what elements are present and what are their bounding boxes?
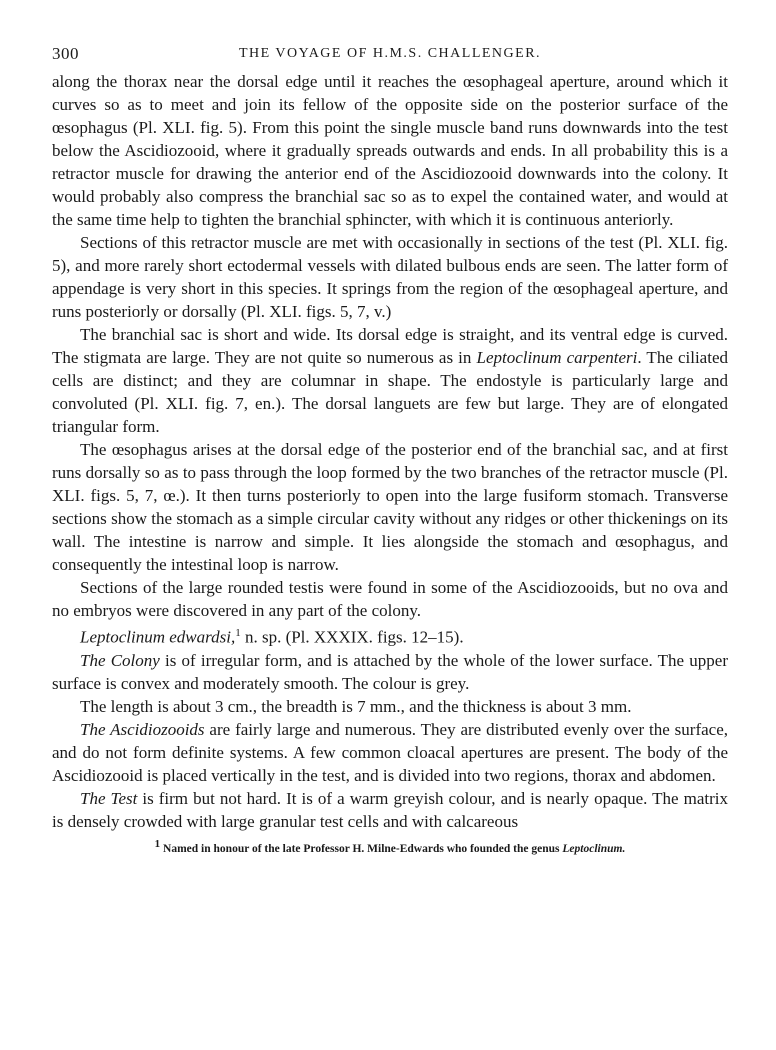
colony-label: The Colony	[80, 650, 160, 670]
footnote-text: Named in honour of the late Professor H. Milne-Edwards who founded the genus	[160, 842, 563, 855]
ascidiozooids-paragraph	[52, 718, 728, 787]
paragraph-3: The branchial sac is short and wide. Its dorsal edge is straight, and its ventral edge is curved. The stigmata are large. They are not quite so numerous as in Leptoclinum carpenteri. The ciliated cells are distinct; and they are columnar in shape. The endostyle is particularly large and convoluted (Pl. XLI. fig. 7, en.). The dorsal languets are few but large. They are of elongated triangular form.	[52, 325, 728, 436]
page-header	[52, 40, 728, 70]
footnote	[52, 837, 728, 857]
page	[52, 40, 728, 856]
species-reference: Leptoclinum carpenteri	[476, 348, 638, 367]
test-paragraph	[52, 787, 728, 833]
paragraph-4: The œsophagus arises at the dorsal edge of the posterior end of the branchial sac, and at first runs dorsally so as to pass through the loop formed by the two branches of the retractor muscle (Pl. XLI. figs. 5, 7, œ.). It then turns posteriorly to open into the large fusiform stomach. Transverse sections show the stomach as a simple circular cavity without any ridges or other thickenings on its wall. The intestine is narrow and simple. It lies alongside the stomach and œsophagus, and consequently the intestinal loop is narrow.	[52, 440, 728, 574]
species-heading	[52, 622, 728, 649]
paragraph-2: Sections of this retractor muscle are met with occasionally in sections of the test (Pl. XLI. fig. 5), and more rarely short ectodermal vessels with dilated bulbous ends are seen. The latter form of appendage is very short in this species. It springs from the region of the œsophageal aperture, and runs posteriorly or dorsally (Pl. XLI. figs. 5, 7, v.)	[52, 233, 728, 321]
test-text: is firm but not hard. It is of a warm greyish colour, and is nearly opaque. The matrix is densely crowded with large granular test cells and with calcareous	[52, 788, 729, 831]
ascidiozooids-text: are fairly large and numerous. They are distributed evenly over the surface, and do not form definite systems. A few common cloacal apertures are present. The body of the Ascidiozooid is placed vertically in the test, and is divided into two regions, thorax and abdomen.	[52, 719, 728, 785]
paragraph-5: Sections of the large rounded testis were found in some of the Ascidiozooids, but no ova and no embryos were discovered in any part of the colony.	[52, 578, 728, 620]
footnote-genus: Leptoclinum.	[562, 842, 626, 855]
body-text	[52, 70, 728, 833]
dimensions-paragraph: The length is about 3 cm., the breadth is 7 mm., and the thickness is about 3 mm.	[80, 696, 632, 716]
colony-paragraph	[52, 649, 728, 695]
test-label: The Test	[80, 788, 138, 808]
footnote-marker: 1	[235, 627, 241, 639]
footnote-marker-bottom: 1	[154, 837, 161, 850]
colony-text: is of irregular form, and is attached by the whole of the lower surface. The upper surface is convex and moderately smooth. The colour is grey.	[52, 650, 728, 693]
running-head: THE VOYAGE OF H.M.S. CHALLENGER.	[238, 46, 542, 61]
species-plate-reference: n. sp. (Pl. XXXIX. figs. 12–15).	[240, 627, 464, 647]
paragraph-1: along the thorax near the dorsal edge until it reaches the œsophageal aperture, around which it curves so as to meet and join its fellow of the opposite side on the posterior surface of the œsophagus (Pl. XLI. fig. 5). From this point the single muscle band runs downwards into the test below the Ascidiozooid, where it gradually spreads outwards and ends. In all probability this is a retractor muscle for drawing the anterior end of the Ascidiozooid downwards into the colony. It would probably also compress the branchial sac so as to expel the contained water, and would at the same time help to tighten the branchial sphincter, with which it is continuous anteriorly.	[52, 72, 728, 229]
page-number: 300	[52, 44, 79, 63]
ascidiozooids-label: The Ascidiozooids	[80, 719, 205, 739]
species-name: Leptoclinum edwardsi,	[80, 627, 236, 647]
